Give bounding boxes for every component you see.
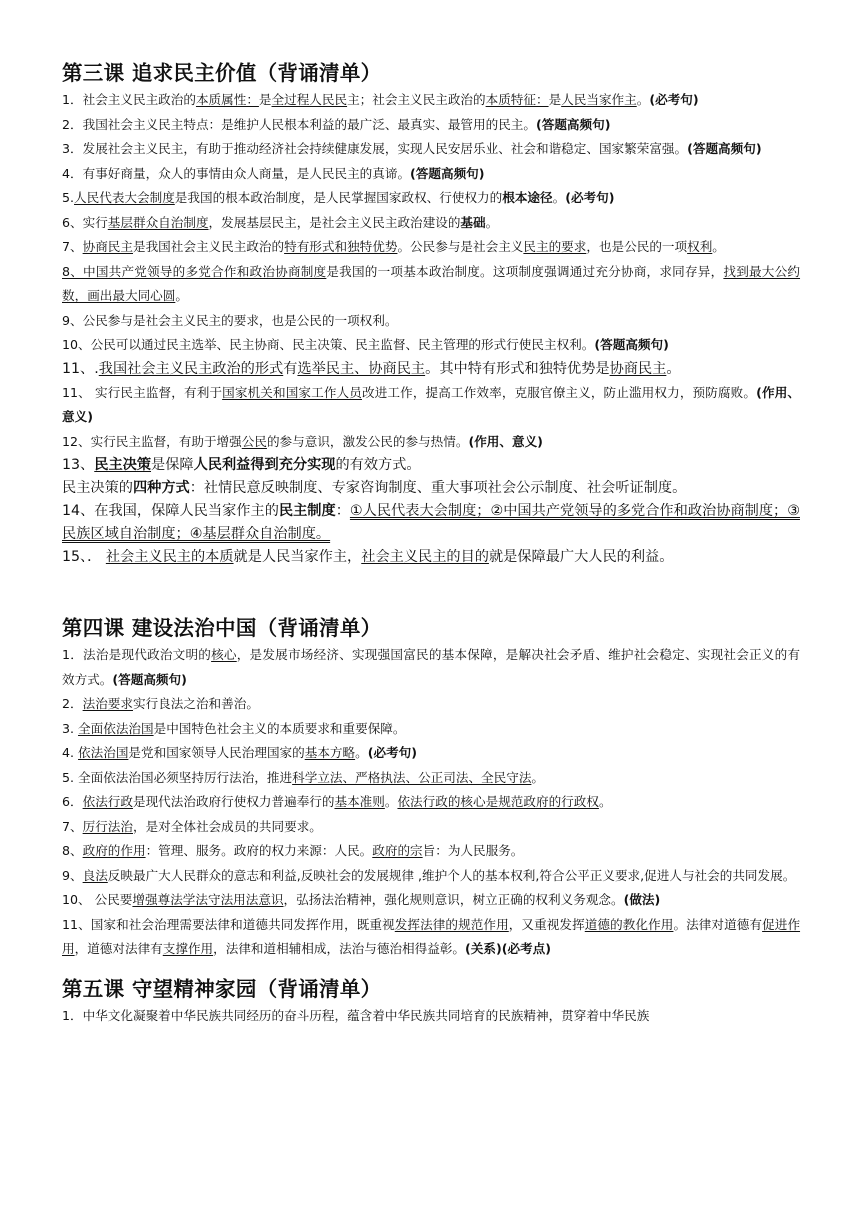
underlined-text: 我国社会主义民主政治的形式 <box>98 360 284 377</box>
text-run: 1．社会主义民主政治的 <box>62 92 196 107</box>
text-run: ，法律和道相辅相成，法治与德治相得益彰。 <box>213 941 465 956</box>
text-run: 10、公民可以通过民主选举、民主协商、民主决策、民主监督、民主管理的形式行使民主权利。 <box>62 337 595 352</box>
lesson3-item <box>62 186 800 211</box>
lesson3-item <box>62 358 800 381</box>
text-run: 是中国特色社会主义的本质要求和重要保障。 <box>153 720 406 736</box>
underlined-text: 良法 <box>82 867 108 883</box>
underlined-text: 国家机关和国家工作人员 <box>222 384 362 400</box>
text-run: 14、在我国，保障人民当家作主的 <box>62 503 279 519</box>
underlined-text: 全过程人民民 <box>271 92 348 107</box>
underlined-text: 依法行政 <box>82 794 133 809</box>
text-run: 。 <box>355 745 368 760</box>
underlined-text: 道德的教化作用 <box>584 916 674 932</box>
text-run: 就是保障最广大人民的利益。 <box>488 549 674 565</box>
underlined-text: 人民代表大会制度 <box>74 190 175 205</box>
text-run: 。公民参与是社会主义 <box>397 239 524 254</box>
text-run: 6． <box>62 794 83 809</box>
underlined-text: 支撑作用 <box>162 941 214 956</box>
text-run: 实行良法之治和善治。 <box>132 696 259 711</box>
text-run: 是现代法治政府行使权力普遍奉行的 <box>132 794 335 809</box>
underlined-text: 选举民主、协商民主 <box>297 360 426 377</box>
text-run: ，弘扬法治精神，强化规则意识，树立正确的权利义务观念。 <box>283 892 624 907</box>
text-run: 就是人民当家作主， <box>233 549 362 565</box>
text-run: 3．发展社会主义民主，有助于推动经济社会持续健康发展，实现人民安居乐业、社会和谐稳定、国家繁荣富强。 <box>62 141 688 156</box>
bold-text: 四种方式 <box>132 480 190 496</box>
underlined-text: 政府的宗 <box>372 843 423 858</box>
text-run: 9、 <box>62 867 83 883</box>
text-run: 2． <box>62 696 83 711</box>
text-run: 。 <box>598 794 612 809</box>
bold-text: 民主制度 <box>278 503 336 519</box>
text-run: 的参与意识，激发公民的参与热情。 <box>266 433 469 449</box>
bold-text: 根本途径 <box>502 190 553 205</box>
bold-text: (答题高频句) <box>410 165 485 181</box>
bold-text: (关系)(必考点) <box>465 941 551 956</box>
underlined-text: 民主的要求 <box>523 239 587 254</box>
text-run: 3. <box>62 720 79 736</box>
lesson3-item <box>62 309 800 334</box>
text-run: 民主决策的 <box>62 480 133 496</box>
text-run: 。 <box>531 769 544 785</box>
bold-text: (作用、意义) <box>62 384 801 424</box>
text-run: 。 <box>666 360 681 377</box>
underlined-text: 核心 <box>211 647 237 662</box>
lesson4-item <box>62 790 800 815</box>
text-run: 的有效方式。 <box>335 457 421 473</box>
bold-text: (必考句) <box>565 190 615 205</box>
text-run: 。 <box>485 214 499 230</box>
underlined-text: 增强尊法学法守法用法意识 <box>132 892 284 907</box>
text-run: 8、 <box>62 843 83 858</box>
lesson3-item <box>62 260 800 309</box>
lesson4-item <box>62 692 800 717</box>
text-run: 是我国的根本政治制度，是人民掌握国家政权、行使权力的 <box>174 190 503 205</box>
text-run: 1．法治是现代政治文明的 <box>62 647 212 662</box>
lesson5-title: 第五课 守望精神家园（背诵清单） <box>62 976 382 1001</box>
lesson5-items <box>62 1004 800 1029</box>
text-run: 5. <box>62 190 75 205</box>
underlined-text: 全面依法治国 <box>78 720 154 736</box>
bold-text: (答题高频句) <box>687 141 762 156</box>
lesson3-item <box>62 430 800 455</box>
text-run: 旨：为人民服务。 <box>422 843 524 858</box>
lesson3-item <box>62 88 800 113</box>
underlined-text: 科学立法、严格执法、公正司法、全民守法 <box>292 769 532 785</box>
lesson3-item <box>62 211 800 236</box>
text-run: 6、实行 <box>62 214 108 230</box>
underlined-text: 基本方略 <box>304 745 356 760</box>
underlined-text: 找到最大公约数，画出最大同心圆 <box>62 263 801 303</box>
text-run: 11、国家和社会治理需要法律和道德共同发挥作用，既重视 <box>62 916 395 932</box>
underlined-text: 民主决策 <box>94 457 152 473</box>
text-run: 15、． <box>62 549 106 565</box>
text-run: ，是发展市场经济、实现强国富民的基本保障，是解决社会矛盾、维护社会稳定、实现社会正义的有效方式。 <box>62 647 801 687</box>
lesson4-item <box>62 839 800 864</box>
lesson4-items <box>62 643 800 962</box>
underlined-text: 人民当家作主 <box>561 92 637 107</box>
bold-text: (做法) <box>623 892 661 907</box>
lesson5-item <box>62 1004 800 1029</box>
text-run: ：社情民意反映制度、专家咨询制度、重大事项社会公示制度、社会听证制度。 <box>189 480 687 496</box>
underlined-text: 发挥法律的规范作用 <box>394 916 509 932</box>
lesson3-item <box>62 162 800 187</box>
text-run: 5. 全面依法治国必须坚持厉行法治，推进 <box>62 769 293 785</box>
lesson4-item <box>62 741 800 766</box>
underlined-text: ①人民代表大会制度；②中国共产党领导的多党合作和政治协商制度；③民族区域自治制度；④基层群众自治制度。 <box>62 503 800 542</box>
text-run: 反映最广大人民群众的意志和利益,反映社会的发展规律 ,维护个人的基本权利,符合公平正义要求,促进人与社会的共同发展。 <box>107 867 796 883</box>
bold-text: (作用、意义) <box>468 433 543 449</box>
lesson4-item <box>62 815 800 840</box>
lesson3-item <box>62 500 800 546</box>
lesson4-item <box>62 717 800 742</box>
text-run: ，道德对法律有 <box>74 941 163 956</box>
text-run: 。 <box>636 92 650 107</box>
bold-text: (答题高频句) <box>594 337 669 352</box>
lesson3-item <box>62 333 800 358</box>
lesson3-item <box>62 454 800 477</box>
underlined-text: 社会主义民主的目的 <box>361 549 489 565</box>
text-run: 。其中特有形式和独特优势是 <box>425 360 610 377</box>
underlined-text: 依法治国 <box>78 745 129 760</box>
document-page <box>62 58 800 1028</box>
underlined-text: 基本准则 <box>334 794 385 809</box>
text-run: ，是对全体社会成员的共同要求。 <box>132 818 322 834</box>
text-run: 13、 <box>62 457 95 473</box>
bold-text: (答题高频句) <box>112 671 187 687</box>
text-run: ：管理、服务。政府的权力来源：人民。 <box>145 843 373 858</box>
lesson4-item <box>62 643 800 692</box>
text-run: 是保障 <box>151 457 194 473</box>
underlined-text: 本质特征： <box>485 92 549 107</box>
text-run: 是 <box>548 92 562 107</box>
text-run: ： <box>335 503 350 519</box>
bold-text: (必考句) <box>649 92 699 107</box>
text-run: 。法律对道德有 <box>673 916 763 932</box>
text-run: 9、公民参与是社会主义民主的要求，也是公民的一项权利。 <box>62 312 398 328</box>
lesson3-item <box>62 113 800 138</box>
underlined-text: 社会主义民主的本质 <box>105 549 234 565</box>
underlined-text: 8、中国共产党领导的多党合作和政治协商制度 <box>62 263 327 279</box>
lesson4-item <box>62 766 800 791</box>
underlined-text: 特有形式和独特优势 <box>284 239 398 254</box>
text-run: 11、 实行民主监督，有利于 <box>62 384 223 400</box>
text-run: ，也是公民的一项 <box>586 239 688 254</box>
text-run: 主；社会主义民主政治的 <box>347 92 486 107</box>
text-run: 12、实行民主监督，有助于增强 <box>62 433 242 449</box>
text-run: 改进工作，提高工作效率，克服官僚主义，防止滥用权力，预防腐败。 <box>361 384 757 400</box>
text-run: 。 <box>712 239 725 254</box>
text-run: 2．我国社会主义民主特点：是维护人民根本利益的最广泛、最真实、最管用的民主。 <box>62 116 536 132</box>
lesson3-item <box>62 235 800 260</box>
text-run: 7、 <box>62 818 83 834</box>
underlined-text: 政府的作用 <box>82 843 146 858</box>
lesson4-title: 第四课 建设法治中国（背诵清单） <box>62 616 382 640</box>
lesson3-title: 第三课 追求民主价值（背诵清单） <box>62 61 382 85</box>
underlined-text: 基层群众自治制度 <box>107 214 209 230</box>
lesson3-item <box>62 477 800 500</box>
lesson4-item <box>62 864 800 889</box>
bold-text: 基础 <box>460 214 486 230</box>
text-run: 1．中华文化凝聚着中华民族共同经历的奋斗历程，蕴含着中华民族共同培育的民族精神，贯穿着中华民族 <box>62 1007 650 1023</box>
underlined-text: 协商民主 <box>82 239 133 254</box>
underlined-text: 依法行政的核心是规范政府的行政权 <box>397 794 599 809</box>
text-run: 是我国的一项基本政治制度。这项制度强调通过充分协商，求同存异， <box>326 263 724 279</box>
text-run: 有 <box>283 360 298 377</box>
underlined-text: 公民 <box>241 433 267 449</box>
underlined-text: 厉行法治 <box>82 818 133 834</box>
text-run: 10、 公民要 <box>62 892 133 907</box>
bold-text: 人民利益得到充分实现 <box>193 457 336 473</box>
lesson4-item <box>62 888 800 913</box>
underlined-text: 协商民主 <box>609 360 667 377</box>
bold-text: (答题高频句) <box>535 116 611 132</box>
underlined-text: 本质属性： <box>195 92 259 107</box>
text-run: 是 <box>258 92 272 107</box>
underlined-text: 法治要求 <box>82 696 133 711</box>
text-run: 是我国社会主义民主政治的 <box>132 239 285 254</box>
text-run: 4．有事好商量，众人的事情由众人商量，是人民民主的真谛。 <box>62 165 411 181</box>
text-run: 。 <box>175 288 188 303</box>
text-run: 。 <box>384 794 398 809</box>
lesson3-item <box>62 137 800 162</box>
lesson3-item <box>62 381 800 430</box>
text-run: ，发展基层民主，是社会主义民主政治建设的 <box>208 214 461 230</box>
underlined-text: 促进作用 <box>62 916 801 956</box>
lesson4-item <box>62 913 800 962</box>
bold-text: (必考句) <box>367 745 417 760</box>
text-run: 。 <box>552 190 566 205</box>
lesson3-item <box>62 546 800 569</box>
text-run: 是党和国家领导人民治理国家的 <box>128 745 305 760</box>
text-run: ，又重视发挥 <box>508 916 585 932</box>
text-run: 11、. <box>62 360 99 377</box>
underlined-text: 权利 <box>687 239 713 254</box>
text-run: 7、 <box>62 239 83 254</box>
lesson3-items <box>62 88 800 569</box>
text-run: 4. <box>62 745 79 760</box>
